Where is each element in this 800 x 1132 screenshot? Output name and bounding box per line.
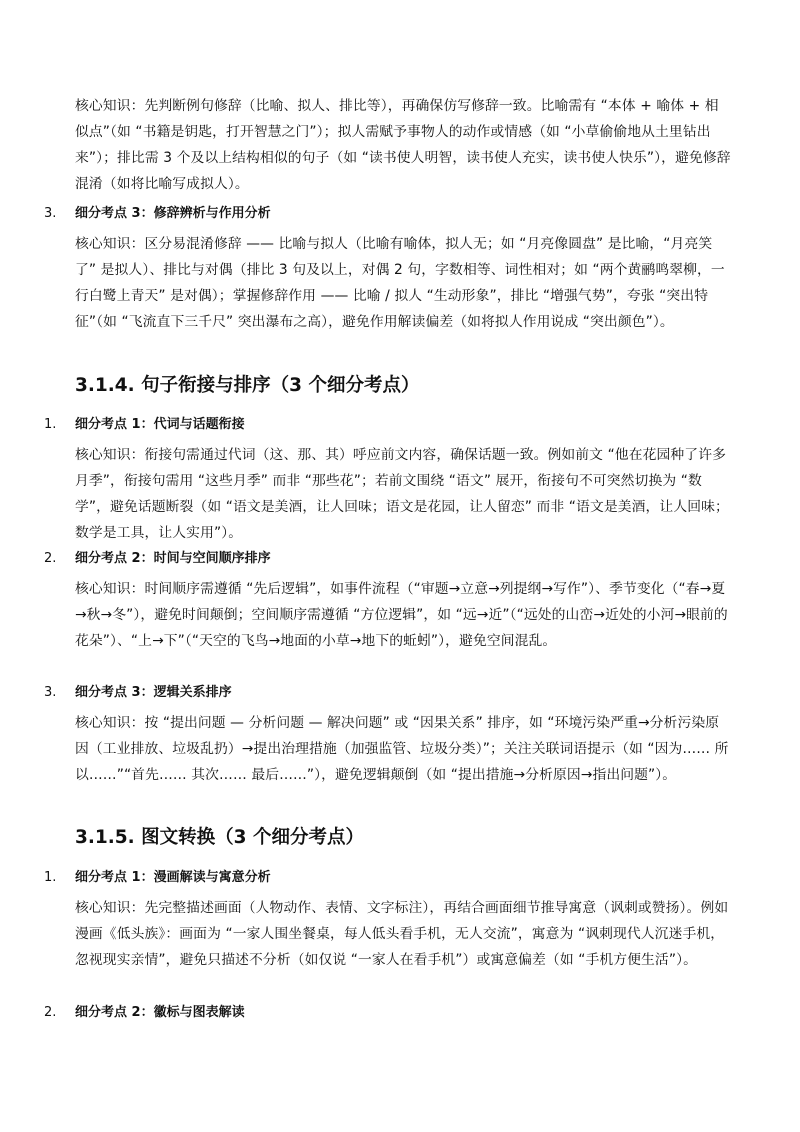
subpoint-heading-text: 细分考点 1：漫画解读与寓意分析 xyxy=(75,870,271,885)
subpoint-heading-text: 细分考点 2：徽标与图表解读 xyxy=(75,1005,245,1020)
core-knowledge-paragraph: 核心知识：先完整描述画面（人物动作、表情、文字标注），再结合画面细节推导寓意（讽刺或赞扬）。例如漫画《低头族》：画面为 “一家人围坐餐桌，每人低头看手机，无人交流”，寓意为 “讽刺现代人沉迷手机，忽视现实亲情”，避免只描述不分析（如仅说 “一家人在看手机”）或寓意偏差（如 “手机方便生活”）。 xyxy=(75,900,729,968)
core-knowledge-paragraph: 核心知识：按 “提出问题 — 分析问题 — 解决问题” 或 “因果关系” 排序，如 “环境污染严重→分析污染原因（工业排放、垃圾乱扔）→提出治理措施（加强监管、垃圾分类）”；关注关联词语提示（如 “因为…… 所以……”“首先…… 其次…… 最后……”），避免逻辑颠倒（如 “提出措施→分析原因→指出问题”）。 xyxy=(75,715,729,783)
section-heading: 3.1.4. 句子衔接与排序（3 个细分考点） xyxy=(75,375,420,396)
subpoint-heading xyxy=(44,549,731,569)
core-knowledge-paragraph: 核心知识：先判断例句修辞（比喻、拟人、排比等），再确保仿写修辞一致。比喻需有 “本体 + 喻体 + 相似点”（如 “书籍是钥匙，打开智慧之门”）；拟人需赋予事物人的动作或情感（如 “小草偷偷地从土里钻出来”）；排比需 3 个及以上结构相似的句子（如 “读书使人明智，读书使人充实，读书使人快乐”），避免修辞混淆（如将比喻写成拟人）。 xyxy=(75,98,731,192)
core-knowledge-paragraph: 核心知识：衔接句需通过代词（这、那、其）呼应前文内容，确保话题一致。例如前文 “他在花园种了许多月季”，衔接句需用 “这些月季” 而非 “那些花”；若前文围绕 “语文” 展开，衔接句不可突然切换为 “数学”，避免话题断裂（如 “语文是美酒，让人回味；语文是花园，让人留恋” 而非 “语文是美酒，让人回味；数学是工具，让人实用”）。 xyxy=(75,447,729,541)
subpoint-heading-text: 细分考点 1：代词与话题衔接 xyxy=(75,417,245,432)
subpoint-heading xyxy=(44,683,731,703)
subpoint-heading-text: 细分考点 3：修辞辨析与作用分析 xyxy=(75,206,271,221)
subpoint-heading-text: 细分考点 2：时间与空间顺序排序 xyxy=(75,551,271,566)
section-heading: 3.1.5. 图文转换（3 个细分考点） xyxy=(75,827,364,848)
list-number: 3. xyxy=(44,206,57,221)
list-number: 3. xyxy=(44,685,57,700)
subpoint-heading xyxy=(44,204,731,224)
subpoint-heading xyxy=(44,1003,731,1023)
core-knowledge-paragraph: 核心知识：区分易混淆修辞 —— 比喻与拟人（比喻有喻体，拟人无；如 “月亮像圆盘” 是比喻，“月亮笑了” 是拟人）、排比与对偶（排比 3 句及以上，对偶 2 句，字数相等、词性相对；如 “两个黄鹂鸣翠柳，一行白鹭上青天” 是对偶）；掌握修辞作用 —— 比喻 / 拟人 “生动形象”，排比 “增强气势”，夸张 “突出特征”（如 “飞流直下三千尺” 突出瀑布之高），避免作用解读偏差（如将拟人作用说成 “突出颜色”）。 xyxy=(75,236,725,330)
list-number: 2. xyxy=(44,551,57,566)
subpoint-heading xyxy=(44,868,731,888)
subpoint-heading xyxy=(44,415,731,435)
list-number: 1. xyxy=(44,417,57,432)
subpoint-heading-text: 细分考点 3：逻辑关系排序 xyxy=(75,685,232,700)
core-knowledge-paragraph: 核心知识：时间顺序需遵循 “先后逻辑”，如事件流程（“审题→立意→列提纲→写作”）、季节变化（“春→夏→秋→冬”），避免时间颠倒；空间顺序需遵循 “方位逻辑”，如 “远→近”（“远处的山峦→近处的小河→眼前的花朵”）、“上→下”（“天空的飞鸟→地面的小草→地下的蚯蚓”），避免空间混乱。 xyxy=(75,581,728,649)
list-number: 1. xyxy=(44,870,57,885)
list-number: 2. xyxy=(44,1005,57,1020)
